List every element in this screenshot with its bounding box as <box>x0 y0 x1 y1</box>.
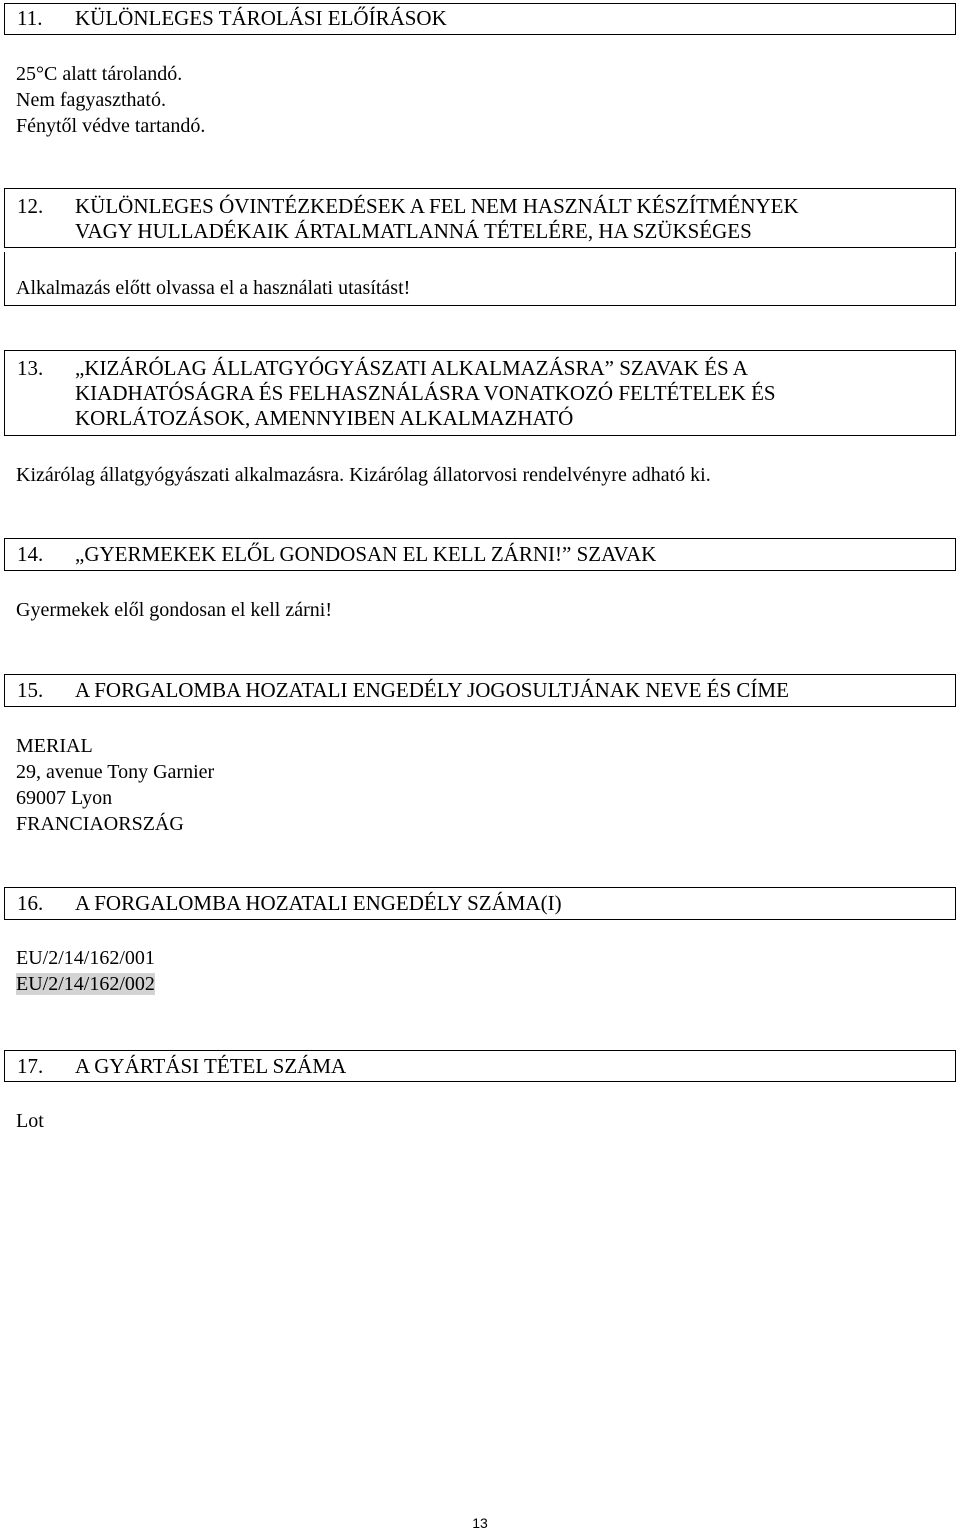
content-line: Fénytől védve tartandó. <box>16 115 206 137</box>
section-title: „GYERMEKEK ELŐL GONDOSAN EL KELL ZÁRNI!” SZAVAK <box>75 542 657 566</box>
section-number: 16. <box>17 891 44 915</box>
section-title: A FORGALOMBA HOZATALI ENGEDÉLY SZÁMA(I) <box>75 891 562 915</box>
section-title: „KIZÁRÓLAG ÁLLATGYÓGYÁSZATI ALKALMAZÁSRA” SZAVAK ÉS A KIADHATÓSÁGRA ÉS FELHASZNÁLÁSRA VONATKOZÓ FELTÉTELEK ÉS KORLÁTOZÁSOK, AMENNYIBEN ALKALMAZHATÓ <box>75 356 776 430</box>
section-14-content <box>16 597 332 623</box>
content-line: FRANCIAORSZÁG <box>16 813 184 835</box>
page-number: 13 <box>472 1515 488 1531</box>
section-15-content <box>16 733 214 837</box>
section-13-header <box>4 350 956 436</box>
section-title: KÜLÖNLEGES ÓVINTÉZKEDÉSEK A FEL NEM HASZNÁLT KÉSZÍTMÉNYEK VAGY HULLADÉKAIK ÁRTALMATLANNÁ TÉTELÉRE, HA SZÜKSÉGES <box>75 194 799 243</box>
section-13-content <box>16 462 711 488</box>
highlighted-text: EU/2/14/162/002 <box>16 973 155 995</box>
section-number: 15. <box>17 678 44 702</box>
section-title: A FORGALOMBA HOZATALI ENGEDÉLY JOGOSULTJÁNAK NEVE ÉS CÍME <box>75 678 789 702</box>
content-line: 69007 Lyon <box>16 787 113 809</box>
content-line: 25°C alatt tárolandó. <box>16 63 183 85</box>
section-15-header <box>4 674 956 707</box>
section-11-header <box>4 3 956 35</box>
content-line: Kizárólag állatgyógyászati alkalmazásra. Kizárólag állatorvosi rendelvényre adható ki. <box>16 464 711 486</box>
section-12-header <box>4 188 956 248</box>
section-number: 14. <box>17 542 44 566</box>
content-line: EU/2/14/162/001 <box>16 947 155 969</box>
section-title: A GYÁRTÁSI TÉTEL SZÁMA <box>75 1054 347 1078</box>
content-line: Gyermekek elől gondosan el kell zárni! <box>16 599 332 621</box>
content-line <box>16 971 155 997</box>
section-12-content <box>16 275 410 301</box>
content-line: 29, avenue Tony Garnier <box>16 761 215 783</box>
content-line: Nem fagyasztható. <box>16 89 166 111</box>
content-line: Alkalmazás előtt olvassa el a használati utasítást! <box>16 277 411 299</box>
section-17-content <box>16 1108 44 1134</box>
section-number: 12. <box>17 194 44 218</box>
content-line: Lot <box>16 1110 44 1132</box>
section-16-content <box>16 945 155 997</box>
section-number: 17. <box>17 1054 44 1078</box>
section-11-content <box>16 61 205 139</box>
section-title: KÜLÖNLEGES TÁROLÁSI ELŐÍRÁSOK <box>75 6 447 30</box>
section-number: 11. <box>17 6 43 30</box>
section-14-header <box>4 538 956 571</box>
section-number: 13. <box>17 356 44 380</box>
section-17-header <box>4 1050 956 1082</box>
content-line: MERIAL <box>16 735 93 757</box>
section-16-header <box>4 887 956 920</box>
